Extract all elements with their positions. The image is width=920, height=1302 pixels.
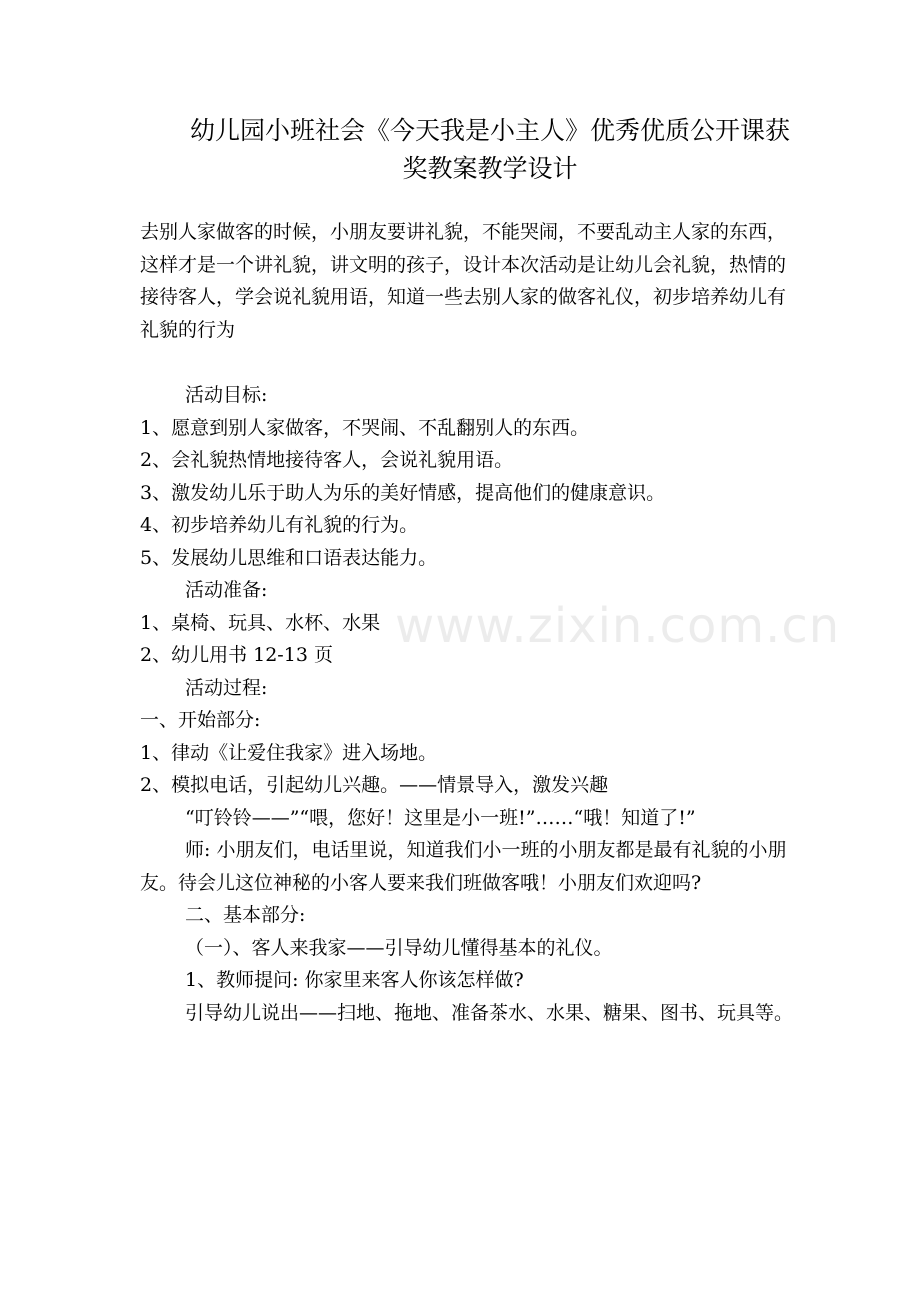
paragraph-gap xyxy=(140,346,795,379)
part-1-item: 2、模拟电话，引起幼儿兴趣。——情景导入，激发兴趣 xyxy=(140,774,609,796)
prep-item: 1、桌椅、玩具、水杯、水果 xyxy=(140,611,381,634)
goal-item: 5、发展幼儿思维和口语表达能力。 xyxy=(140,546,438,569)
document-title xyxy=(140,112,840,188)
document-body xyxy=(140,216,795,1029)
part-1-item: 1、律动《让爱住我家》进入场地。 xyxy=(140,741,438,764)
title-line-2: 奖教案教学设计 xyxy=(402,154,578,183)
question-1: 1、教师提问: 你家里来客人你该怎样做? xyxy=(185,969,524,991)
prep-item: 2、幼儿用书 12-13 页 xyxy=(140,644,333,666)
part-2-heading: 二、基本部分: xyxy=(185,904,306,926)
teacher-paragraph: 师: 小朋友们，电话里说，知道我们小一班的小朋友都是最有礼貌的小朋友。待会儿这位神秘的小客人要来我们班做客哦！小朋友们欢迎吗? xyxy=(140,839,787,894)
part-1-heading: 一、开始部分: xyxy=(140,709,261,731)
process-heading: 活动过程: xyxy=(185,676,268,699)
guide-paragraph: 引导幼儿说出——扫地、拖地、准备茶水、水果、糖果、图书、玩具等。 xyxy=(185,1001,794,1024)
section-1-heading: （一）、客人来我家——引导幼儿懂得基本的礼仪。 xyxy=(185,936,613,959)
goal-item: 4、初步培养幼儿有礼貌的行为。 xyxy=(140,514,419,536)
goal-item: 1、愿意到别人家做客，不哭闹、不乱翻别人的东西。 xyxy=(140,416,590,439)
dialogue-paragraph: “叮铃铃——”“喂，您好！这里是小一班!”……“哦！知道了!” xyxy=(185,806,696,829)
prep-heading: 活动准备: xyxy=(185,579,268,601)
goal-item: 2、会礼貌热情地接待客人，会说礼貌用语。 xyxy=(140,449,514,471)
goal-item: 3、激发幼儿乐于助人为乐的美好情感，提高他们的健康意识。 xyxy=(140,481,666,504)
watermark: www.zixin.com.cn xyxy=(395,598,841,654)
goals-heading: 活动目标: xyxy=(185,384,268,406)
intro-paragraph: 去别人家做客的时候，小朋友要讲礼貌，不能哭闹，不要乱动主人家的东西，这样才是一个讲礼貌，讲文明的孩子，设计本次活动是让幼儿会礼貌，热情的接待客人，学会说礼貌用语，知道一些去别人家的做客礼仪，初步培养幼儿有礼貌的行为 xyxy=(140,221,787,341)
title-line-1: 幼儿园小班社会《今天我是小主人》优秀优质公开课获 xyxy=(189,116,790,145)
